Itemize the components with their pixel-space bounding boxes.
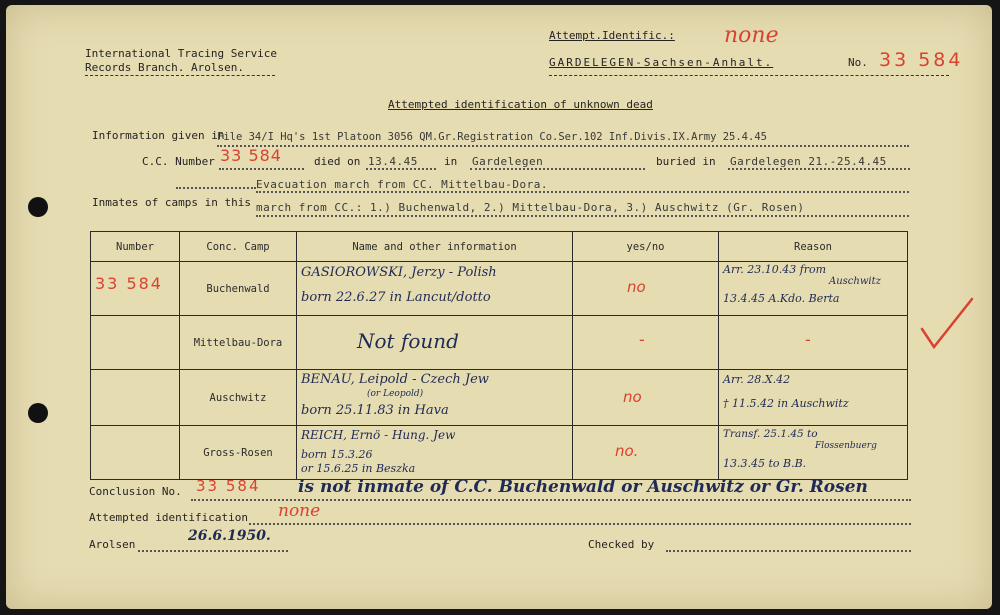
yesno-cell <box>573 370 719 426</box>
conclusion-text: is not inmate of C.C. Buchenwald or Auschwitz or Gr. Rosen <box>298 477 868 497</box>
card-number: 33 584 <box>879 49 964 71</box>
attempted-dots <box>249 523 911 525</box>
table-row <box>91 370 908 426</box>
given-in-value: File 34/I Hq's 1st Platoon 3056 QM.Gr.Registration Co.Ser.102 Inf.Divis.IX.Army 25.4.45 <box>217 131 767 143</box>
info-line: born 15.3.26 <box>301 448 373 461</box>
cc-number-label: C.C. Number <box>142 155 215 168</box>
camp-cell: Mittelbau-Dora <box>180 316 297 370</box>
buried-value: Gardelegen 21.-25.4.45 <box>730 155 887 168</box>
info-line: born 25.11.83 in Hava <box>301 403 449 418</box>
info-line: (or Leopold) <box>367 389 424 399</box>
row-number-cell <box>91 370 180 426</box>
died-on-value: 13.4.45 <box>368 155 418 168</box>
row-number-cell <box>91 316 180 370</box>
reason-line: Arr. 28.X.42 <box>723 373 791 386</box>
row-number: 33 584 <box>95 274 163 293</box>
camp-cell: Auschwitz <box>180 370 297 426</box>
reason-line: Transf. 25.1.45 to <box>723 428 818 440</box>
yesno-value: no <box>623 388 642 406</box>
cc-dots <box>219 168 304 170</box>
yesno-value: - <box>639 330 645 349</box>
reason-line: Auschwitz <box>829 276 881 287</box>
info-cell <box>297 426 573 480</box>
info-cell <box>297 316 573 370</box>
conclusion-number: 33 584 <box>196 477 261 495</box>
attempt-label: Attempt.Identific.: <box>549 29 675 42</box>
index-card <box>6 5 992 609</box>
reason-line: Flossenbuerg <box>815 441 877 451</box>
yesno-cell <box>573 262 719 316</box>
reason-cell <box>719 316 908 370</box>
reason-line: † 11.5.42 in Auschwitz <box>723 397 849 410</box>
table-row <box>91 262 908 316</box>
attempted-value: none <box>278 501 321 521</box>
table-header-row <box>91 232 908 262</box>
yesno-value: no. <box>615 442 639 460</box>
no-label: No. <box>848 56 868 69</box>
buried-dots <box>728 168 910 170</box>
page-title: Attempted identification of unknown dead <box>388 98 653 111</box>
row-number-cell <box>91 262 180 316</box>
table-row <box>91 316 908 370</box>
in-label: in <box>444 155 458 168</box>
inmates-dots <box>256 215 909 217</box>
given-in-label: Information given in <box>92 129 225 142</box>
info-line: or 15.6.25 in Beszka <box>301 462 416 475</box>
arolsen-label: Arolsen <box>89 538 136 551</box>
checked-dots <box>666 550 911 552</box>
reason-cell <box>719 370 908 426</box>
camp-cell: Gross-Rosen <box>180 426 297 480</box>
col-header-number: Number <box>91 232 180 262</box>
info-line: GASIOROWSKI, Jerzy - Polish <box>301 265 497 280</box>
row-number-cell <box>91 426 180 480</box>
cc-number-value: 33 584 <box>220 146 282 165</box>
reason-line: Arr. 23.10.43 from <box>723 263 827 276</box>
given-in-dots <box>217 145 909 147</box>
col-header-reason: Reason <box>719 232 908 262</box>
col-header-info: Name and other information <box>297 232 573 262</box>
info-line: REICH, Ernö - Hung. Jew <box>301 428 456 442</box>
reason-cell <box>719 426 908 480</box>
buried-label: buried in <box>656 155 716 168</box>
place-name: GARDELEGEN-Sachsen-Anhalt. <box>549 56 774 69</box>
reason-line: 13.3.45 to B.B. <box>723 457 807 470</box>
evac-dots <box>256 191 909 193</box>
its-underline <box>85 75 275 76</box>
yesno-value: no <box>627 278 646 296</box>
arolsen-date: 26.6.1950. <box>188 528 271 544</box>
yesno-cell <box>573 426 719 480</box>
camp-cell: Buchenwald <box>180 262 297 316</box>
attempted-label: Attempted identification <box>89 511 248 524</box>
check-mark-icon <box>918 295 976 355</box>
info-line: BENAU, Leipold - Czech Jew <box>301 372 489 387</box>
inmates-label: Inmates of camps in this <box>92 196 251 209</box>
info-line: Not found <box>357 329 459 353</box>
inmates-value: march from CC.: 1.) Buchenwald, 2.) Mittelbau-Dora, 3.) Auschwitz (Gr. Rosen) <box>256 201 805 214</box>
punch-hole-top <box>28 197 48 217</box>
reason-line: - <box>805 330 811 349</box>
evac-value: Evacuation march from CC. Mittelbau-Dora. <box>256 178 549 191</box>
reason-cell <box>719 262 908 316</box>
its-name: International Tracing Service <box>85 47 278 60</box>
in-value: Gardelegen <box>472 155 544 168</box>
died-on-label: died on <box>314 155 361 168</box>
punch-hole-bottom <box>28 403 48 423</box>
reason-line: 13.4.45 A.Kdo. Berta <box>723 292 840 305</box>
info-cell <box>297 262 573 316</box>
evac-lead-dots <box>176 187 256 189</box>
col-header-camp: Conc. Camp <box>180 232 297 262</box>
col-header-yesno: yes/no <box>573 232 719 262</box>
died-dots <box>366 168 436 170</box>
table-row <box>91 426 908 480</box>
yesno-cell <box>573 316 719 370</box>
header-rule <box>549 75 949 76</box>
checked-label: Checked by <box>588 538 655 551</box>
conclusion-label: Conclusion No. <box>89 485 182 498</box>
info-line: born 22.6.27 in Lancut/dotto <box>301 290 491 305</box>
attempt-value: none <box>724 23 779 48</box>
its-branch: Records Branch. Arolsen. <box>85 61 244 74</box>
identification-table <box>90 231 908 480</box>
arolsen-dots <box>138 550 288 552</box>
info-cell <box>297 370 573 426</box>
in-dots <box>470 168 645 170</box>
